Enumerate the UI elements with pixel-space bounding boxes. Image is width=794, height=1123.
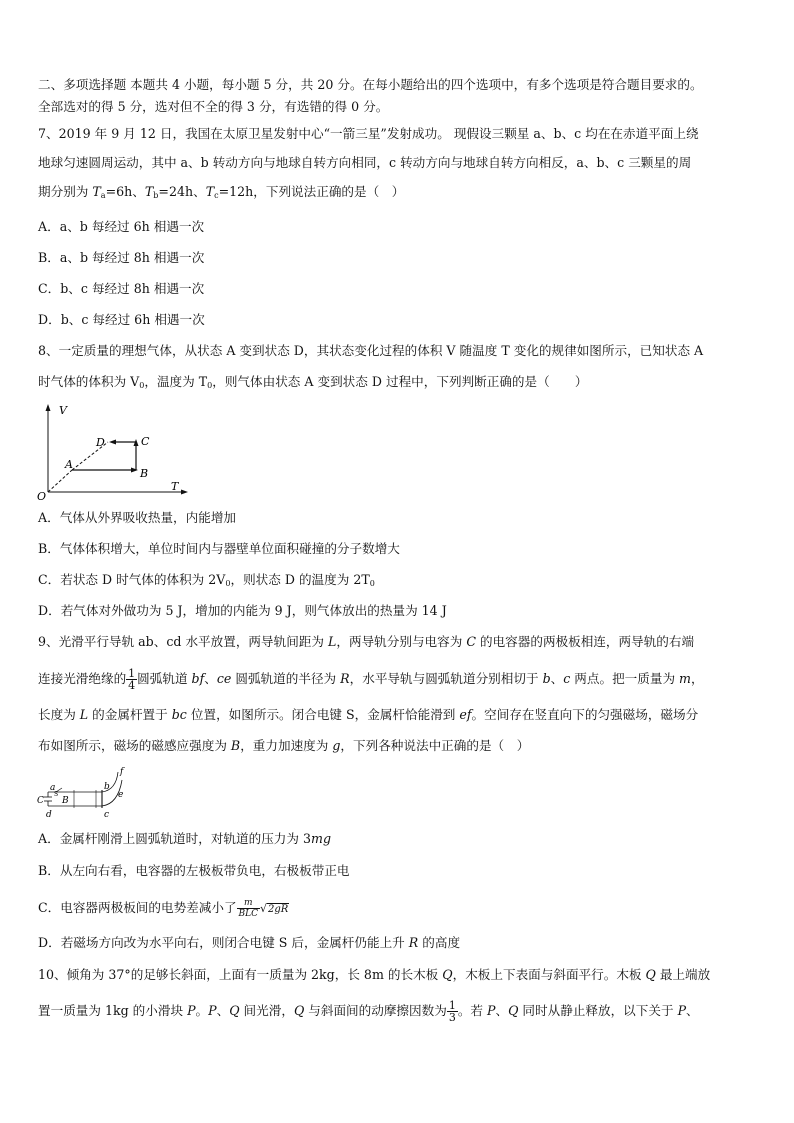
q9-l2-bf: bf [191,671,205,686]
q9-l3-d: 。空间存在竖直向下的匀强磁场，磁场分 [471,707,699,722]
q9-l3-a: 长度为 [38,707,80,722]
q9-l2-cpt: c [563,671,571,686]
q9-stem-line-3 [38,706,760,724]
q9-l2-f: 、 [550,671,564,686]
q8-point-b: B [140,467,149,480]
q9-l2-bpt: b [542,671,551,686]
q9-label-field-b: B [62,796,69,806]
q9-label-capacitor: C [37,796,44,806]
q9-l2-a: 连接光滑绝缘的 [38,671,127,686]
q8-text-c: ，则气体由状态 A 变到状态 D 过程中，下列判断正确的是（ ） [212,374,588,389]
q9-option-c-fraction [237,898,260,919]
q8-stem-line-2 [38,373,760,395]
q10-l2-f: 。若 [457,1003,488,1018]
q10-frac-den: 3 [448,1011,456,1024]
q9-l1-a: 9、光滑平行导轨 ab、cd 水平放置，两导轨间距为 [38,634,328,649]
q10-l2-P1: P [187,1003,196,1018]
q9-l2-ce: ce [216,671,232,686]
q8-option-c-b: ，则状态 D 的温度为 2T [230,572,370,587]
q9-label-switch: S [54,791,59,798]
q9-label-c: c [104,810,110,820]
q9-l2-R: R [340,671,350,686]
q9-option-c-sqrt: 2gR [268,904,289,915]
q7-option-a: A．a、b 每经过 6h 相遇一次 [38,219,205,234]
q9-option-c-text: C．电容器两极板间的电势差减小了 [38,900,237,915]
q9-l2-m: m [679,671,691,686]
q7-tb-val: =24h、 [158,184,206,199]
q10-l1-b: ，木板上下表面与斜面平行。木板 [452,967,646,982]
q9-l2-b: 圆弧轨道 [137,671,192,686]
section-header-line-1: 二、多项选择题 本题共 4 小题，每小题 5 分，共 20 分。在每小题给出的四个选项中，有多个选项是符合题目要求的。 [38,77,703,92]
q8-option-c-sub2: 0 [369,579,375,588]
q9-stem-line-2 [38,664,760,694]
q10-l2-P3: P [487,1003,496,1018]
q9-label-a: a [50,783,56,793]
q9-l1-C: C [466,634,476,649]
q10-frac-num: 1 [448,999,456,1012]
q8-option-c-sub1: 0 [225,579,231,588]
q10-l2-Q2: Q [293,1003,305,1018]
q10-l2-d: 间光滑， [239,1003,294,1018]
q9-l3-L: L [79,707,89,722]
q8-option-a: A．气体从外界吸收热量，内能增加 [38,510,237,525]
q9-frac-num: 1 [128,667,136,680]
q10-l2-g: 、 [495,1003,509,1018]
q10-l1-a: 10、倾角为 37°的足够长斜面，上面有一质量为 2kg，长 8m 的长木板 [38,967,443,982]
q9-l3-b: 的金属杆置于 [88,707,172,722]
q9-option-c-radical: √ [260,902,268,915]
q9-option-c-den: BLC [238,909,259,919]
q9-stem-line-1 [38,633,760,651]
q9-option-d-R: R [408,935,419,950]
q10-l2-Q3: Q [508,1003,519,1018]
q8-v0-sub: 0 [139,381,145,390]
q9-l3-c: 位置，如图所示。闭合电键 S，金属杆恰能滑到 [186,707,460,722]
q10-l2-h: 同时从静止释放，以下关于 [518,1003,678,1018]
q9-option-d-a: D．若磁场方向改为水平向右，则闭合电键 S 后，金属杆仍能上升 [38,935,409,950]
q7-stem-line-3 [38,183,760,205]
q9-l4-g: g [332,738,341,753]
q9-l4-c: ，下列各种说法中正确的是（ ） [340,738,530,753]
q9-l4-a: 布如图所示，磁场的磁感应强度为 [38,738,231,753]
q8-point-c: C [141,435,150,448]
q9-l2-d: 圆弧轨道的半径为 [231,671,341,686]
q9-option-c-num: m [237,898,260,909]
q9-l1-b: ，两导轨分别与电容为 [336,634,467,649]
q7-ta-sub: a [100,191,106,200]
q8-axis-t-label: T [171,480,179,493]
q9-l3-bc: bc [171,707,187,722]
q7-tb: T [144,184,154,199]
q9-quarter-fraction [126,668,137,691]
q10-third-fraction [447,1000,458,1023]
q9-rail-diagram [36,766,136,822]
q9-l1-L: L [328,634,337,649]
q7-tc-sub: c [214,191,219,200]
q8-origin-label: O [37,490,47,502]
q9-option-d-b: 的高度 [418,935,461,950]
q9-l2-h: ， [691,671,704,686]
q9-option-a [38,830,760,848]
q8-text-b: ，温度为 T [144,374,208,389]
q7-stem-line-1: 7、2019 年 9 月 12 日，我国在太原卫星发射中心“一箭三星”发射成功。 现假设三颗星 a、b、c 均在在赤道平面上绕 [38,126,699,141]
q10-l1-Q1: Q [442,967,453,982]
q7-tc-val: =12h，下列说法正确的是（ ） [218,184,405,199]
q8-point-d: D [96,436,105,449]
q9-label-e: e [118,790,124,800]
q8-option-c [38,571,760,593]
q7-text: 期分别为 [38,184,93,199]
q9-option-c [38,893,760,923]
q7-ta-val: =6h、 [105,184,145,199]
q10-l2-c: 、 [216,1003,230,1018]
q8-text-a: 时气体的体积为 V [38,374,140,389]
q7-option-c: C．b、c 每经过 8h 相遇一次 [38,281,205,296]
q10-stem-line-2 [38,996,760,1026]
q9-option-a-text: A．金属杆刚滑上圆弧轨道时，对轨道的压力为 3 [38,831,311,846]
q9-frac-den: 4 [128,679,136,692]
q7-tb-sub: b [153,191,159,200]
q9-label-f: f [120,767,124,777]
section-header-line-2: 全部选对的得 5 分，选对但不全的得 3 分，有选错的得 0 分。 [38,99,389,114]
q10-l2-P2: P [208,1003,217,1018]
q10-stem-line-1 [38,966,760,984]
q10-l2-b: 。 [195,1003,209,1018]
q9-option-b: B．从左向右看，电容器的左极板带负电，右极板带正电 [38,863,350,878]
q7-stem-line-2: 地球匀速圆周运动，其中 a、b 转动方向与地球自转方向相同，c 转动方向与地球自转方向相反，a、b、c 三颗星的周 [38,155,692,170]
q9-l4-B: B [230,738,241,753]
q7-option-d: D．b、c 每经过 6h 相遇一次 [38,312,205,327]
q10-l1-Q2: Q [645,967,656,982]
q9-l2-g: 两点。把一质量为 [570,671,680,686]
q10-l2-e: 与斜面间的动摩擦因数为 [304,1003,447,1018]
q10-l2-i: 、 [686,1003,699,1018]
q9-label-d: d [46,810,52,820]
q10-l1-c: 最上端放 [655,967,711,982]
q7-tc: T [205,184,215,199]
q8-t0-sub: 0 [207,381,213,390]
q9-stem-line-4 [38,737,760,755]
q9-l3-ef: ef [459,707,472,722]
q9-label-b: b [104,782,110,792]
q8-option-b: B．气体体积增大，单位时间内与器壁单位面积碰撞的分子数增大 [38,541,400,556]
q8-axis-v-label: V [59,404,67,417]
q9-option-d [38,934,760,952]
q10-l2-Q1: Q [229,1003,240,1018]
q9-l1-c: 的电容器的两极板相连，两导轨的右端 [475,634,695,649]
q10-l2-P4: P [677,1003,687,1018]
q9-l2-c: 、 [204,671,217,686]
q8-point-a: A [65,458,73,471]
q8-option-c-a: C．若状态 D 时气体的体积为 2V [38,572,226,587]
q8-vt-diagram [36,402,196,502]
q9-l4-b: ，重力加速度为 [240,738,333,753]
q9-option-a-mg: mg [311,831,332,846]
q7-option-b: B．a、b 每经过 8h 相遇一次 [38,250,205,265]
q8-option-d: D．若气体对外做功为 5 J，增加的内能为 9 J，则气体放出的热量为 14 J [38,603,447,618]
q7-ta: T [92,184,101,199]
q9-l2-e: ，水平导轨与圆弧轨道分别相切于 [349,671,543,686]
q10-l2-a: 置一质量为 1kg 的小滑块 [38,1003,188,1018]
q8-stem-line-1: 8、一定质量的理想气体，从状态 A 变到状态 D，其状态变化过程的体积 V 随温度 T 变化的规律如图所示，已知状态 A [38,343,704,358]
